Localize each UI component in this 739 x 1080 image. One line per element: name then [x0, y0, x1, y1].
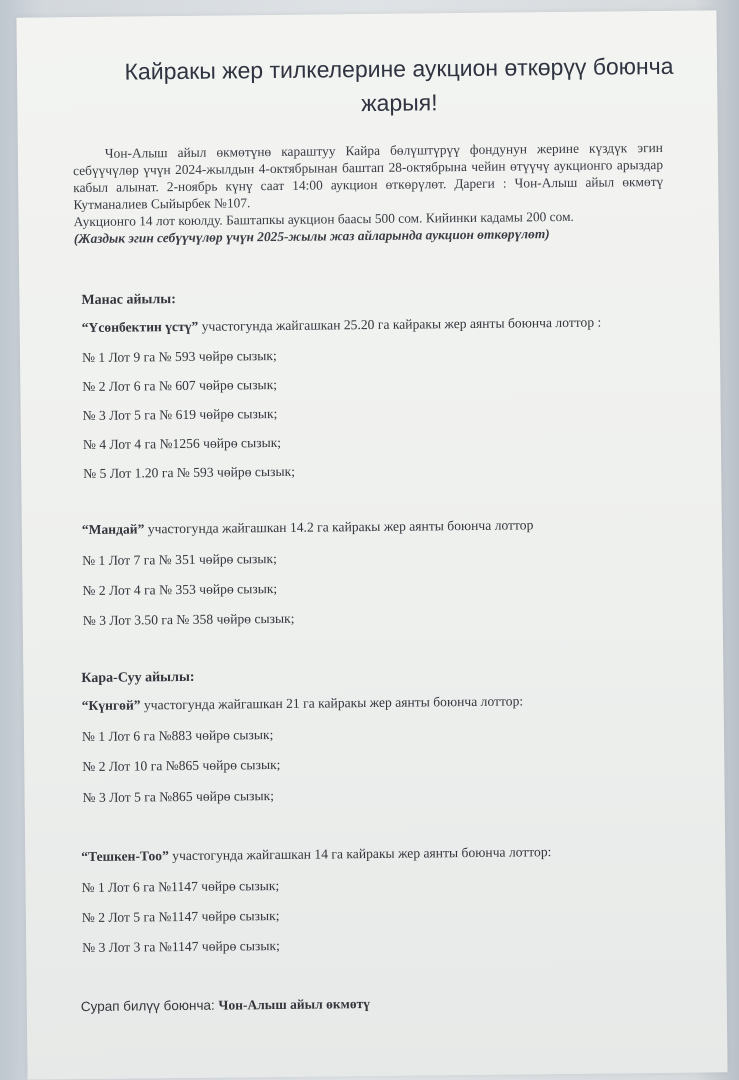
lot-item: № 2 Лот 5 га №1147 чөйрө сызык; [81, 907, 280, 926]
lot-item: № 3 Лот 3 га №1147 чөйрө сызык; [82, 937, 280, 956]
lot-item: № 1 Лот 7 га № 351 чөйрө сызык; [82, 550, 277, 569]
lot-item: № 2 Лот 6 га № 607 чөйрө сызык; [82, 376, 278, 395]
village-heading: Кара-Суу айылы: [81, 669, 195, 687]
plot-heading [82, 693, 524, 714]
lot-item: № 2 Лот 4 га № 353 чөйрө сызык; [82, 580, 278, 599]
plot-heading [81, 844, 551, 865]
plot-description: участогунда жайгашкан 25.20 га кайракы жер аянты боюнча лоттор : [198, 314, 602, 334]
document-title-line2: жарыя! [361, 89, 438, 117]
lot-item: № 5 Лот 1.20 га № 593 чөйрө сызык; [83, 463, 296, 482]
contact-line [81, 996, 370, 1015]
plot-name: “Мандай” [81, 521, 145, 538]
plot-name: “Үсөнбектин үстү” [81, 318, 199, 336]
contact-label: Сурап билүү боюнча: [80, 997, 219, 1015]
lot-item: № 3 Лот 5 га №865 чөйрө сызык; [82, 788, 275, 806]
lot-item: № 4 Лот 4 га №1256 чөйрө сызык; [82, 434, 282, 453]
intro-lots-info: Аукционго 14 лот коюлду. Баштапкы аукцион баасы 500 сом. Кийинки кадамы 200 сом. [73, 208, 574, 230]
lot-item: № 3 Лот 5 га № 619 чөйрө сызык; [82, 405, 278, 424]
intro-note: (Жаздык эгин себүүчүлөр үчүн 2025-жылы жаз айларында аукцион өткөрүлөт) [73, 226, 550, 247]
lot-item: № 3 Лот 3.50 га № 358 чөйрө сызык; [82, 610, 295, 629]
plot-heading [82, 517, 534, 538]
plot-heading [82, 315, 602, 336]
plot-name: “Күнгөй” [81, 697, 141, 714]
document-title-line1: Кайракы жер тилкелерине аукцион өткөрүү боюнча [124, 52, 674, 85]
village-heading: Манас айылы: [81, 292, 176, 309]
lot-item: № 1 Лот 6 га №1147 чөйрө сызык; [81, 877, 280, 896]
plot-description: участогунда жайгашкан 14.2 га кайракы жер аянты боюнча лоттор [144, 517, 534, 537]
paper-sheet [16, 10, 727, 1079]
plot-name: “Тешкен-Тоо” [81, 848, 169, 865]
plot-description: участогунда жайгашкан 14 га кайракы жер аянты боюнча лоттор: [168, 844, 552, 864]
lot-item: № 1 Лот 6 га №883 чөйрө сызык; [81, 727, 274, 745]
lot-item: № 1 Лот 9 га № 593 чөйрө сызык; [81, 347, 277, 366]
lot-item: № 2 Лот 10 га №865 чөйрө сызык; [82, 756, 281, 775]
contact-organization: Чон-Алыш айыл өкмөтү [218, 996, 371, 1013]
intro-paragraph: Чон-Алыш айыл өкмөтүнө караштуу Кайра бөлүштүрүү фондунун жерине күздүк эгин себүүчүлөр үчүн 2024-жылдын 4-октябрынан баштап 28-октябрына чейин өтүүчү аукционго арыздар кабыл алынат. 2-ноябрь күнү саат 14:00 аукцион өткөрүлөт. Дареги : Чон-Алыш айыл өкмөтү Кутманалиев Сыйырбек №107. [72, 139, 664, 213]
plot-description: участогунда жайгашкан 21 га кайракы жер аянты боюнча лоттор: [140, 693, 524, 713]
intro-block [73, 139, 664, 247]
